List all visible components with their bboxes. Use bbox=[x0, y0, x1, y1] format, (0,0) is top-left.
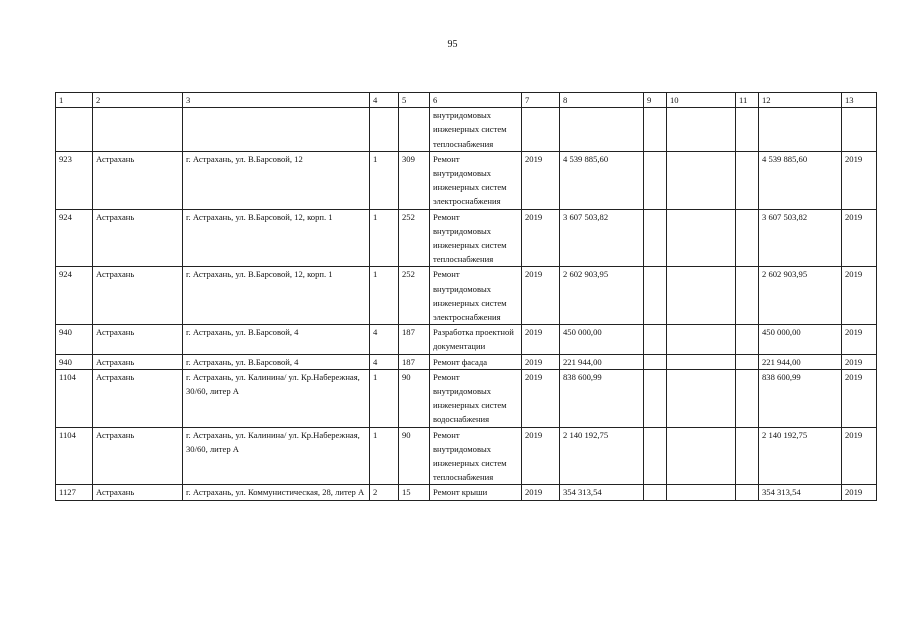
cell-year-end: 2019 bbox=[842, 369, 877, 427]
cell-year: 2019 bbox=[522, 427, 560, 485]
cell-col9 bbox=[644, 108, 667, 152]
table-row bbox=[56, 325, 877, 354]
table-row bbox=[56, 354, 877, 369]
cell-work-type: Ремонт фасада bbox=[430, 354, 522, 369]
page-number: 95 bbox=[447, 39, 458, 50]
cell-col10 bbox=[667, 325, 736, 354]
cell-address: г. Астрахань, ул. В.Барсовой, 4 bbox=[183, 354, 370, 369]
cell-entrances: 1 bbox=[370, 369, 399, 427]
cell-address: г. Астрахань, ул. Калинина/ ул. Кр.Набережная, 30/60, литер А bbox=[183, 369, 370, 427]
cell-work-type: Ремонт крыши bbox=[430, 485, 522, 500]
cell-col10 bbox=[667, 485, 736, 500]
cell-year-end: 2019 bbox=[842, 325, 877, 354]
cell-col11 bbox=[736, 151, 759, 209]
cell-city: Астрахань bbox=[93, 369, 183, 427]
cell-year-end: 2019 bbox=[842, 267, 877, 325]
cell-address: г. Астрахань, ул. Коммунистическая, 28, литер А bbox=[183, 485, 370, 500]
cell-col11 bbox=[736, 485, 759, 500]
cell-work-type: Ремонт внутридомовых инженерных систем электроснабжения bbox=[430, 267, 522, 325]
cell-work-type: Ремонт внутридомовых инженерных систем электроснабжения bbox=[430, 151, 522, 209]
cell-entrances: 2 bbox=[370, 485, 399, 500]
cell-cost-total: 2 602 903,95 bbox=[759, 267, 842, 325]
header-cell-apartments: 5 bbox=[399, 93, 430, 108]
cell-col9 bbox=[644, 267, 667, 325]
cell-col10 bbox=[667, 209, 736, 267]
cell-apartments: 252 bbox=[399, 267, 430, 325]
cell-year-end: 2019 bbox=[842, 427, 877, 485]
cell-year: 2019 bbox=[522, 325, 560, 354]
cell-city: Астрахань bbox=[93, 325, 183, 354]
cell-col11 bbox=[736, 108, 759, 152]
cell-year: 2019 bbox=[522, 209, 560, 267]
cell-entrances: 4 bbox=[370, 354, 399, 369]
cell-cost: 3 607 503,82 bbox=[560, 209, 644, 267]
cell-apartments: 90 bbox=[399, 427, 430, 485]
cell-col9 bbox=[644, 325, 667, 354]
cell-col10 bbox=[667, 267, 736, 325]
cell-col10 bbox=[667, 151, 736, 209]
cell-cost: 450 000,00 bbox=[560, 325, 644, 354]
header-cell-address: 3 bbox=[183, 93, 370, 108]
cell-num: 1104 bbox=[56, 369, 93, 427]
cell-entrances: 4 bbox=[370, 325, 399, 354]
cell-city: Астрахань bbox=[93, 209, 183, 267]
cell-num: 924 bbox=[56, 209, 93, 267]
cell-apartments: 309 bbox=[399, 151, 430, 209]
cell-address: г. Астрахань, ул. Калинина/ ул. Кр.Набережная, 30/60, литер А bbox=[183, 427, 370, 485]
header-cell-cost-total: 12 bbox=[759, 93, 842, 108]
cell-num: 940 bbox=[56, 325, 93, 354]
cell-year: 2019 bbox=[522, 369, 560, 427]
table-row bbox=[56, 267, 877, 325]
cell-year-end: 2019 bbox=[842, 485, 877, 500]
cell-cost-total: 3 607 503,82 bbox=[759, 209, 842, 267]
cell-apartments: 252 bbox=[399, 209, 430, 267]
cell-col10 bbox=[667, 108, 736, 152]
header-cell-cost: 8 bbox=[560, 93, 644, 108]
header-cell-entrances: 4 bbox=[370, 93, 399, 108]
cell-cost-total: 4 539 885,60 bbox=[759, 151, 842, 209]
cell-cost: 4 539 885,60 bbox=[560, 151, 644, 209]
cell-address: г. Астрахань, ул. В.Барсовой, 4 bbox=[183, 325, 370, 354]
cell-address: г. Астрахань, ул. В.Барсовой, 12 bbox=[183, 151, 370, 209]
cell-work-type: внутридомовых инженерных систем теплоснабжения bbox=[430, 108, 522, 152]
header-cell-city: 2 bbox=[93, 93, 183, 108]
program-table bbox=[55, 92, 877, 501]
cell-cost-total: 354 313,54 bbox=[759, 485, 842, 500]
header-cell-col11: 11 bbox=[736, 93, 759, 108]
table-row bbox=[56, 151, 877, 209]
cell-apartments: 15 bbox=[399, 485, 430, 500]
table-row bbox=[56, 369, 877, 427]
cell-year-end: 2019 bbox=[842, 354, 877, 369]
cell-cost-total: 838 600,99 bbox=[759, 369, 842, 427]
cell-col10 bbox=[667, 354, 736, 369]
header-cell-work-type: 6 bbox=[430, 93, 522, 108]
cell-city: Астрахань bbox=[93, 354, 183, 369]
cell-num: 924 bbox=[56, 267, 93, 325]
cell-entrances: 1 bbox=[370, 267, 399, 325]
cell-year: 2019 bbox=[522, 151, 560, 209]
cell-num bbox=[56, 108, 93, 152]
cell-col9 bbox=[644, 427, 667, 485]
cell-apartments: 187 bbox=[399, 354, 430, 369]
cell-num: 1104 bbox=[56, 427, 93, 485]
cell-cost: 838 600,99 bbox=[560, 369, 644, 427]
cell-col9 bbox=[644, 354, 667, 369]
cell-entrances: 1 bbox=[370, 151, 399, 209]
cell-address: г. Астрахань, ул. В.Барсовой, 12, корп. 1 bbox=[183, 209, 370, 267]
cell-col11 bbox=[736, 354, 759, 369]
cell-cost-total: 450 000,00 bbox=[759, 325, 842, 354]
cell-cost: 221 944,00 bbox=[560, 354, 644, 369]
cell-col9 bbox=[644, 151, 667, 209]
cell-work-type: Ремонт внутридомовых инженерных систем теплоснабжения bbox=[430, 209, 522, 267]
cell-apartments: 90 bbox=[399, 369, 430, 427]
cell-address bbox=[183, 108, 370, 152]
header-cell-col9: 9 bbox=[644, 93, 667, 108]
cell-year-end: 2019 bbox=[842, 151, 877, 209]
cell-city bbox=[93, 108, 183, 152]
table-row bbox=[56, 108, 877, 152]
cell-cost-total: 221 944,00 bbox=[759, 354, 842, 369]
cell-cost: 2 602 903,95 bbox=[560, 267, 644, 325]
cell-year: 2019 bbox=[522, 267, 560, 325]
cell-cost-total bbox=[759, 108, 842, 152]
cell-year-end bbox=[842, 108, 877, 152]
cell-year bbox=[522, 108, 560, 152]
cell-num: 940 bbox=[56, 354, 93, 369]
cell-col11 bbox=[736, 369, 759, 427]
cell-city: Астрахань bbox=[93, 267, 183, 325]
cell-work-type: Ремонт внутридомовых инженерных систем теплоснабжения bbox=[430, 427, 522, 485]
header-cell-year-end: 13 bbox=[842, 93, 877, 108]
cell-city: Астрахань bbox=[93, 427, 183, 485]
table-header-row bbox=[56, 93, 877, 108]
table-row bbox=[56, 209, 877, 267]
cell-year-end: 2019 bbox=[842, 209, 877, 267]
cell-entrances: 1 bbox=[370, 427, 399, 485]
cell-col9 bbox=[644, 485, 667, 500]
cell-col10 bbox=[667, 427, 736, 485]
cell-city: Астрахань bbox=[93, 485, 183, 500]
cell-entrances: 1 bbox=[370, 209, 399, 267]
cell-apartments: 187 bbox=[399, 325, 430, 354]
cell-col9 bbox=[644, 369, 667, 427]
cell-cost-total: 2 140 192,75 bbox=[759, 427, 842, 485]
cell-col11 bbox=[736, 325, 759, 354]
cell-address: г. Астрахань, ул. В.Барсовой, 12, корп. 1 bbox=[183, 267, 370, 325]
cell-year: 2019 bbox=[522, 485, 560, 500]
cell-num: 923 bbox=[56, 151, 93, 209]
table-row bbox=[56, 485, 877, 500]
cell-num: 1127 bbox=[56, 485, 93, 500]
cell-col11 bbox=[736, 209, 759, 267]
cell-col9 bbox=[644, 209, 667, 267]
cell-col10 bbox=[667, 369, 736, 427]
cell-city: Астрахань bbox=[93, 151, 183, 209]
cell-apartments bbox=[399, 108, 430, 152]
cell-cost: 354 313,54 bbox=[560, 485, 644, 500]
cell-cost bbox=[560, 108, 644, 152]
cell-work-type: Разработка проектной документации bbox=[430, 325, 522, 354]
cell-col11 bbox=[736, 427, 759, 485]
cell-work-type: Ремонт внутридомовых инженерных систем водоснабжения bbox=[430, 369, 522, 427]
cell-cost: 2 140 192,75 bbox=[560, 427, 644, 485]
header-cell-num: 1 bbox=[56, 93, 93, 108]
header-cell-year: 7 bbox=[522, 93, 560, 108]
table-row bbox=[56, 427, 877, 485]
cell-entrances bbox=[370, 108, 399, 152]
cell-col11 bbox=[736, 267, 759, 325]
cell-year: 2019 bbox=[522, 354, 560, 369]
header-cell-col10: 10 bbox=[667, 93, 736, 108]
